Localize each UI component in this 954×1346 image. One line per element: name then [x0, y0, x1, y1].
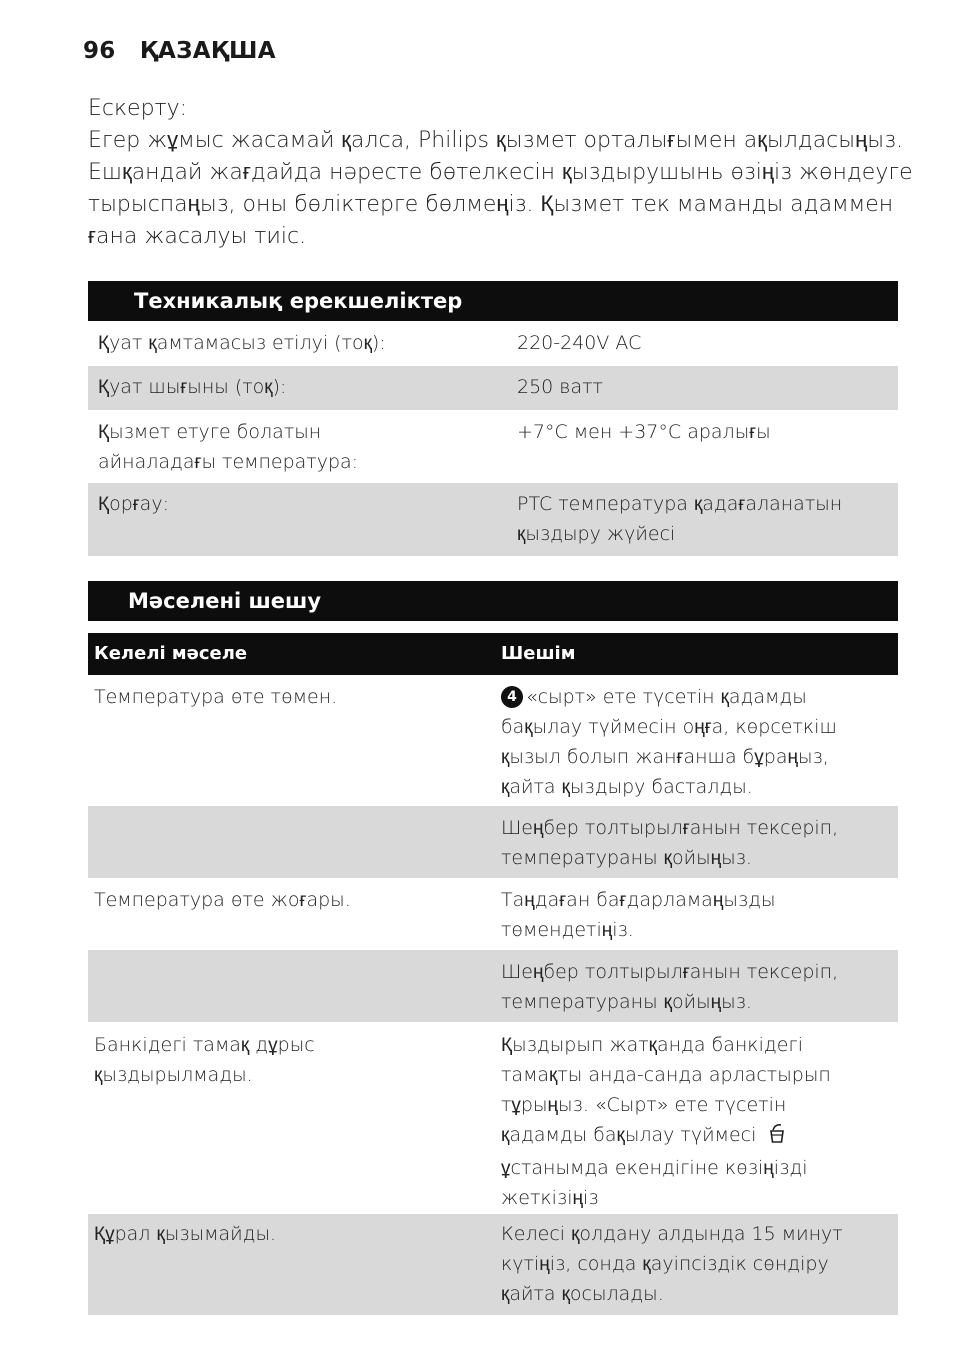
solution-text: Келесі қолдану алдында 15 минут күтіңіз, сонда қауіпсіздік сөндіру қайта қосылады. — [501, 1223, 843, 1305]
troubleshooting-section-title — [88, 581, 898, 621]
problem-text: Температура өте төмен. — [94, 686, 338, 708]
troubleshooting-title: Мәселені шешу — [128, 589, 322, 613]
solution-text-body: «сырт» ете түсетін қадамды бақылау түймесін оңға, көрсеткіш қызыл болып жанғанша бұраңыз, қайта қыздыру басталды. — [501, 686, 837, 798]
language-label: ҚАЗАҚША — [139, 38, 276, 64]
table-row — [88, 675, 898, 806]
solution-text: Шеңбер толтырылғанын тексеріп, температураны қойыңыз. — [501, 961, 839, 1013]
table-header — [88, 633, 898, 675]
page-header — [83, 38, 276, 64]
specs-title: Техникалық ерекшеліктер — [134, 289, 463, 313]
table-row — [88, 1214, 898, 1315]
table-row — [88, 321, 898, 366]
spec-label: Қызмет етуге болатын айналадағы температура: — [98, 421, 359, 473]
page-number: 96 — [83, 38, 116, 64]
spec-value: 250 ватт — [517, 376, 603, 398]
note-block — [88, 93, 918, 253]
table-row — [88, 806, 898, 878]
specs-table — [88, 321, 898, 556]
spec-label: Қорғау: — [98, 493, 169, 515]
table-row — [88, 878, 898, 950]
table-row — [88, 410, 898, 483]
spec-value: 220-240V AC — [517, 332, 642, 354]
solution-text: Таңдаған бағдарламаңызды төмендетіңіз. — [501, 889, 776, 941]
solution-text — [501, 1030, 861, 1213]
spec-label: Қуат шығыны (тоқ): — [98, 376, 287, 398]
spec-label: Қуат қамтамасыз етілуі (тоқ): — [98, 332, 386, 354]
table-row — [88, 366, 898, 410]
note-text: Егер жұмыс жасамай қалса, Philips қызмет орталығымен ақылдасыңыз. Ешқандай жағдайда нәресте бөтелкесін қыздырушынь өзіңіз жөндеуге тырыспаңыз, оны бөліктерге бөлмеңіз. Қызмет тек маманды адаммен ғана жасалуы тиіс. — [88, 128, 913, 249]
solution-text — [501, 682, 861, 802]
jar-icon — [766, 1122, 788, 1153]
table-row — [88, 483, 898, 556]
spec-value: PTC температура қадағаланатын қыздыру жүйесі — [517, 493, 843, 545]
table-row — [88, 950, 898, 1022]
solution-text-part2: ұстанымда екендігіне көзіңізді жеткізіңіз — [501, 1157, 808, 1209]
column-header-solution: Шешім — [501, 643, 576, 664]
column-header-problem: Келелі мәселе — [94, 643, 248, 664]
step-number-badge: 4 — [501, 686, 523, 708]
troubleshooting-table — [88, 633, 898, 1315]
problem-text: Құрал қызымайды. — [94, 1223, 277, 1245]
note-title: Ескерту: — [88, 96, 188, 121]
problem-text: Температура өте жоғары. — [94, 889, 351, 911]
spec-value: +7°C мен +37°C аралығы — [517, 421, 771, 443]
problem-text: Банкідегі тамақ дұрыс қыздырылмады. — [94, 1034, 315, 1086]
specs-section-title — [88, 281, 898, 321]
table-row — [88, 1022, 898, 1214]
solution-text-part1: Қыздырып жатқанда банкідегі тамақты анда-санда арластырып тұрыңыз. «Сырт» ете түсетін қадамды бақылау түймесі — [501, 1034, 831, 1146]
solution-text: Шеңбер толтырылғанын тексеріп, температураны қойыңыз. — [501, 817, 839, 869]
